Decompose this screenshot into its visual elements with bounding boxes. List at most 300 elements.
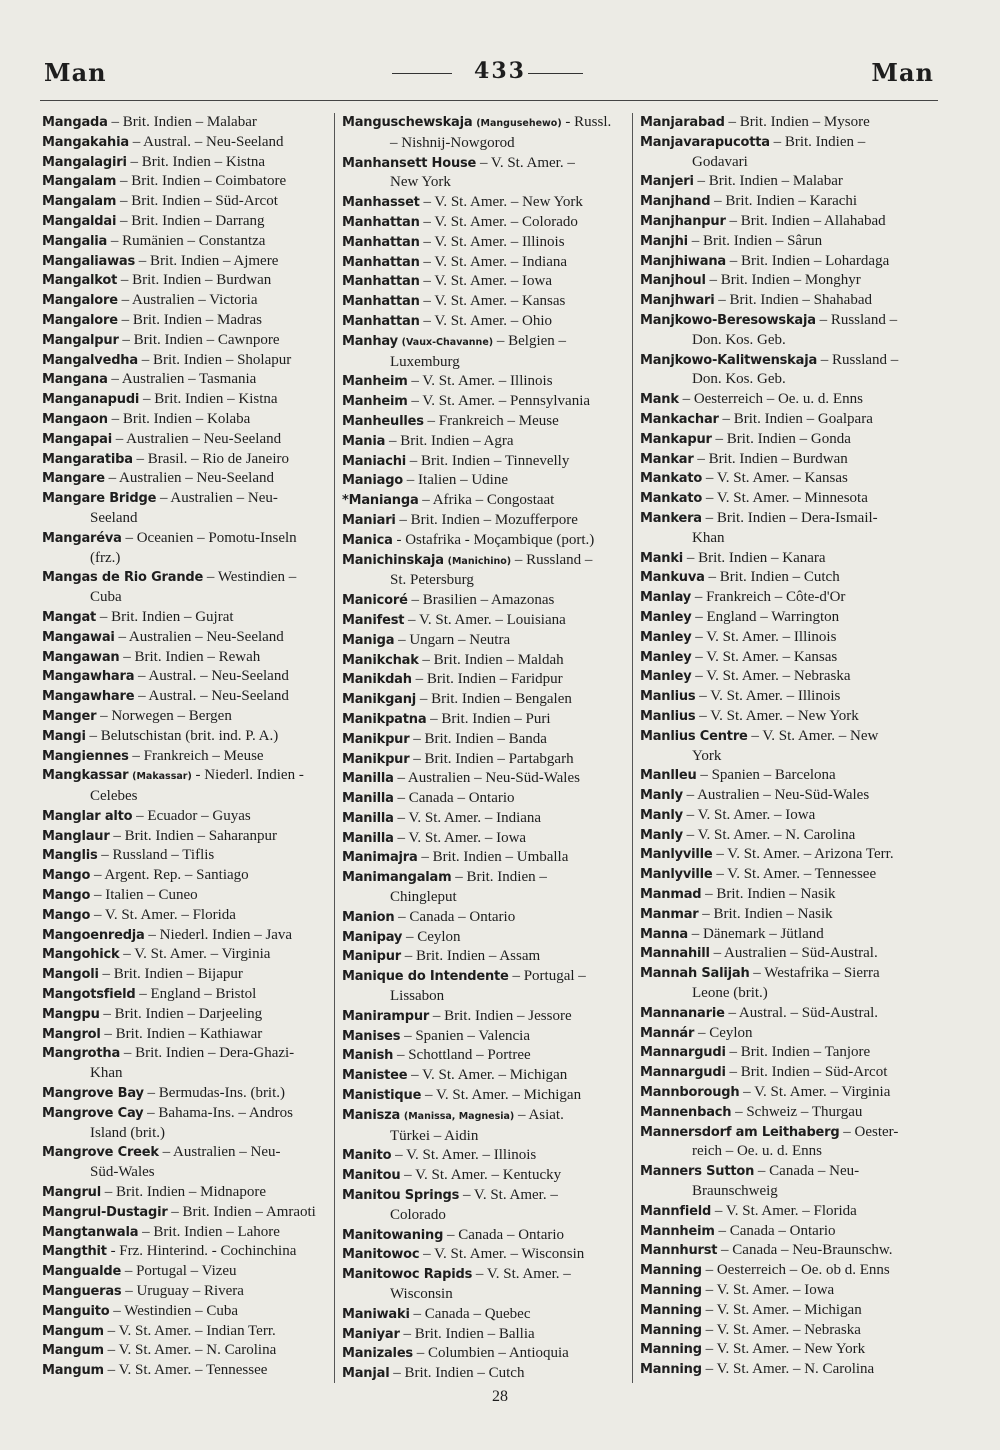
entry-continuation: Island (brit.) — [90, 1124, 165, 1141]
place-name: Manhasset — [342, 195, 420, 211]
gazetteer-entry — [42, 1282, 330, 1302]
place-location: – V. St. Amer. – — [479, 154, 575, 171]
gazetteer-entry — [640, 1321, 935, 1341]
place-location: – Brit. Indien – Coimbatore — [119, 173, 287, 190]
gazetteer-entry — [640, 925, 935, 945]
place-location: – Belgien – — [496, 332, 567, 349]
place-name: Manipay — [342, 929, 403, 945]
place-location: – V. St. Amer. – Florida — [93, 906, 236, 923]
gazetteer-entry — [42, 113, 330, 133]
entry-continuation: Khan — [90, 1065, 123, 1082]
gazetteer-entry — [342, 332, 632, 353]
place-location: – V. St. Amer. – Minnesota — [705, 490, 868, 507]
place-name: Manikpur — [342, 751, 410, 767]
gazetteer-entry — [342, 272, 632, 292]
place-location: – Australien – Neu-Seeland — [115, 430, 282, 447]
place-location: – Oester- — [843, 1123, 899, 1140]
gazetteer-entry — [342, 551, 632, 572]
place-location: – V. St. Amer. – Iowa — [423, 273, 553, 290]
place-location: – Brit. Indien – Cutch — [393, 1365, 525, 1382]
gazetteer-entry — [342, 1186, 632, 1206]
place-name: Mankar — [640, 451, 694, 467]
place-location: – Brit. Indien – Midnapore — [104, 1184, 266, 1201]
gazetteer-entry — [640, 291, 935, 311]
gazetteer-entry — [42, 827, 330, 847]
gazetteer-entry — [342, 1344, 632, 1364]
place-name: Manichinskaja — [342, 552, 444, 568]
place-location: – Brit. Indien – Banda — [413, 730, 547, 747]
place-location: – Russland – — [514, 551, 593, 568]
gazetteer-entry — [640, 172, 935, 192]
gazetteer-entry — [342, 372, 632, 392]
gazetteer-entry — [640, 885, 935, 905]
place-name: Manheulles — [342, 413, 424, 429]
place-name: Mangawhare — [42, 689, 135, 705]
gazetteer-entry — [342, 312, 632, 332]
place-name: Manjhwari — [640, 293, 715, 309]
gazetteer-entry — [640, 608, 935, 628]
place-location: – Bahama-Ins. – Andros — [147, 1104, 293, 1121]
place-name: Manisza — [342, 1107, 401, 1123]
place-name: Manjhand — [640, 194, 711, 210]
place-name: Manhay — [342, 333, 398, 349]
gazetteer-entry — [640, 1360, 935, 1380]
place-location: – Brit. Indien – Bengalen — [419, 691, 572, 708]
place-name: Manjhanpur — [640, 213, 726, 229]
place-location: – Canada – Ontario — [446, 1226, 565, 1243]
gazetteer-entry — [640, 252, 935, 272]
place-location: – Brit. Indien – Nasik — [702, 905, 833, 922]
gazetteer-entry — [342, 1007, 632, 1027]
gazetteer-entry — [640, 1261, 935, 1281]
header-dash-right — [528, 73, 583, 74]
place-location: – V. St. Amer. – — [462, 1187, 558, 1204]
place-name: Mangaliawas — [42, 253, 136, 269]
place-name: Mangalam — [42, 174, 117, 190]
place-location: – Brit. Indien – Umballa — [421, 849, 569, 866]
place-name: Manikchak — [342, 652, 419, 668]
place-location: – Brit. Indien – Amraoti — [171, 1203, 316, 1220]
place-name: Manhattan — [342, 294, 420, 310]
place-name: Mangthit — [42, 1244, 107, 1260]
entry-continuation: reich – Oe. u. d. Enns — [692, 1143, 822, 1160]
gazetteer-entry — [42, 1005, 330, 1025]
place-location: – Brit. Indien – Jessore — [432, 1007, 572, 1024]
gazetteer-entry — [42, 648, 330, 668]
entry-continuation: Cuba — [90, 589, 122, 606]
gazetteer-entry — [342, 531, 632, 551]
header-rule — [40, 100, 938, 101]
entry-continuation: Khan — [692, 529, 725, 546]
place-location: – V. St. Amer. – Illinois — [411, 373, 553, 390]
gazetteer-entry — [640, 806, 935, 826]
place-location: – Austral. – Neu-Seeland — [132, 133, 284, 150]
place-name: Mangalkot — [42, 273, 118, 289]
place-name: Manipur — [342, 949, 401, 965]
place-location: – Ceylon — [405, 928, 461, 945]
place-location: – Brit. Indien – Kistna — [130, 153, 266, 170]
place-location: – Australien – Neu-Süd-Wales — [686, 787, 870, 804]
gazetteer-entry — [42, 1223, 330, 1243]
place-location: – V. St. Amer. – Michigan — [424, 1087, 582, 1104]
place-name: Manilla — [342, 771, 394, 787]
place-name: Maniyar — [342, 1326, 400, 1342]
place-name: Manizales — [342, 1346, 413, 1362]
gazetteer-entry — [42, 370, 330, 390]
gazetteer-entry — [342, 868, 632, 888]
entry-continuation: Don. Kos. Geb. — [692, 331, 786, 348]
place-location: – V. St. Amer. – Nebraska — [695, 668, 851, 685]
place-name: Maniachi — [342, 453, 407, 469]
entry-continuation: Wisconsin — [390, 1286, 453, 1303]
place-location: – Brit. Indien – Cutch — [708, 569, 840, 586]
place-location: – V. St. Amer. – Kansas — [423, 293, 566, 310]
place-location: – V. St. Amer. – Virginia — [743, 1084, 891, 1101]
place-location: – Spanien – Valencia — [404, 1027, 531, 1044]
place-location: – Brit. Indien – Süd-Arcot — [729, 1064, 888, 1081]
place-location: – Brit. Indien – Allahabad — [729, 212, 886, 229]
gazetteer-entry — [42, 1302, 330, 1322]
entry-continuation: Chingleput — [390, 889, 457, 906]
entry-column-2 — [342, 113, 632, 1383]
place-location: - Niederl. Indien - — [195, 767, 304, 784]
place-location: – Brit. Indien – Bijapur — [102, 966, 243, 983]
signature-mark: 28 — [492, 1388, 508, 1405]
place-location: – Russland – — [819, 311, 898, 328]
gazetteer-entry — [640, 766, 935, 786]
entry-continuation: Lissabon — [390, 988, 445, 1005]
gazetteer-entry — [342, 591, 632, 611]
place-name: Mangualde — [42, 1264, 122, 1280]
place-name: Manger — [42, 708, 97, 724]
alt-name: (Makassar) — [132, 771, 192, 783]
gazetteer-entry — [640, 1340, 935, 1360]
gazetteer-entry — [342, 1046, 632, 1066]
place-location: – V. St. Amer. – New — [751, 727, 879, 744]
place-location: – Brit. Indien – Partabgarh — [413, 750, 574, 767]
place-name: Manicoré — [342, 593, 408, 609]
alt-name: (Manissa, Magnesia) — [403, 1110, 515, 1122]
place-location: – Canada – Ontario — [398, 908, 516, 925]
entry-continuation: Don. Kos. Geb. — [692, 371, 786, 388]
place-name: Mangum — [42, 1363, 104, 1379]
place-name: Mankuva — [640, 570, 705, 586]
place-location: – Norwegen – Bergen — [100, 707, 232, 724]
place-location: – Schottland – Portree — [396, 1047, 531, 1064]
entry-continuation: New York — [390, 174, 451, 191]
place-location: – Brit. Indien – Darjeeling — [103, 1005, 263, 1022]
entry-continuation: Süd-Wales — [90, 1164, 155, 1181]
gazetteer-entry — [342, 947, 632, 967]
alt-name: (Manichino) — [447, 555, 512, 567]
place-name: Mannanarie — [640, 1005, 725, 1021]
place-name: Manish — [342, 1048, 394, 1064]
gazetteer-entry — [640, 1222, 935, 1242]
place-location: – Oesterreich – Oe. u. d. Enns — [682, 391, 863, 408]
gazetteer-entry — [342, 193, 632, 213]
place-name: Mania — [342, 433, 386, 449]
place-name: Mannheim — [640, 1223, 715, 1239]
gazetteer-entry — [42, 271, 330, 291]
place-name: Manly — [640, 827, 683, 843]
entry-column-1 — [42, 113, 330, 1383]
entry-continuation: Godavari — [692, 153, 748, 170]
place-location: – V. St. Amer. – N. Carolina — [107, 1342, 277, 1359]
place-name: Manikganj — [342, 692, 417, 708]
place-name: Mankato — [640, 471, 703, 487]
place-name: Mangakahia — [42, 134, 129, 150]
place-location: – Brit. Indien – Lahore — [142, 1223, 280, 1240]
place-location: – V. St. Amer. – Iowa — [705, 1282, 835, 1299]
place-name: Manmad — [640, 887, 702, 903]
place-location: – V. St. Amer. – Kansas — [705, 470, 848, 487]
place-location: – Australien – Tasmania — [111, 371, 257, 388]
place-name: Manjeri — [640, 174, 694, 190]
gazetteer-entry — [42, 291, 330, 311]
place-location: – V. St. Amer. – Louisiana — [408, 611, 566, 628]
gazetteer-entry — [640, 667, 935, 687]
gazetteer-entry — [342, 253, 632, 273]
gazetteer-entry — [640, 1103, 935, 1123]
place-name: Mango — [42, 868, 91, 884]
place-location: – V. St. Amer. – Iowa — [686, 806, 816, 823]
gazetteer-entry — [42, 906, 330, 926]
gazetteer-entry — [640, 390, 935, 410]
place-location: – Australien – Neu-Süd-Wales — [397, 770, 580, 787]
gazetteer-entry — [42, 153, 330, 173]
place-name: Manjhoul — [640, 273, 706, 289]
gazetteer-entry — [42, 985, 330, 1005]
place-name: Manilla — [342, 791, 394, 807]
place-location: - Russl. — [565, 114, 612, 130]
place-name: Mangawan — [42, 649, 120, 665]
entry-continuation: Luxemburg — [390, 353, 460, 370]
place-location: – Rumänien – Constantza — [110, 232, 266, 249]
place-name: Manitou — [342, 1168, 401, 1184]
place-location: – Belutschistan (brit. ind. P. A.) — [89, 727, 279, 744]
place-location: – Brit. Indien – Puri — [430, 710, 551, 727]
place-location: – V. St. Amer. – — [475, 1266, 571, 1283]
place-name: Manjkowo-Beresowskaja — [640, 312, 816, 328]
place-name: Manhattan — [342, 254, 420, 270]
place-name: Mangat — [42, 609, 97, 625]
gazetteer-entry — [342, 1364, 632, 1384]
gazetteer-entry — [42, 1025, 330, 1045]
gazetteer-entry — [640, 1004, 935, 1024]
gazetteer-entry — [42, 766, 330, 787]
place-location: – Oceanien – Pomotu-Inseln — [125, 529, 297, 546]
place-location: – V. St. Amer. – Kansas — [695, 648, 838, 665]
place-name: Mangaon — [42, 411, 108, 427]
gazetteer-entry — [640, 588, 935, 608]
place-name: Manitowoc — [342, 1247, 420, 1263]
place-name: Manjarabad — [640, 115, 725, 130]
gazetteer-entry — [42, 410, 330, 430]
place-name: Mannargudi — [640, 1065, 726, 1081]
place-location: – Austral. – Neu-Seeland — [138, 688, 289, 705]
place-name: Mangrotha — [42, 1046, 121, 1062]
place-location: – V. St. Amer. – Illinois — [695, 628, 837, 645]
gazetteer-entry — [342, 809, 632, 829]
place-location: – Canada – Neu- — [757, 1163, 860, 1180]
gazetteer-entry — [640, 469, 935, 489]
place-name: Manilla — [342, 810, 394, 826]
gazetteer-entry — [42, 390, 330, 410]
place-name: Mangapai — [42, 431, 112, 447]
gazetteer-entry — [640, 1083, 935, 1103]
gazetteer-entry — [640, 964, 935, 984]
place-location: – Brit. Indien – Rewah — [123, 648, 261, 665]
place-name: Manjavarapucotta — [640, 134, 770, 150]
place-location: – Brit. Indien – Ballia — [403, 1325, 535, 1342]
place-name: Manikpatna — [342, 711, 427, 727]
place-location: – Canada – Quebec — [413, 1305, 531, 1322]
gazetteer-entry — [42, 965, 330, 985]
gazetteer-entry — [640, 628, 935, 648]
gazetteer-entry — [640, 192, 935, 212]
place-location: – Brit. Indien – Shahabad — [718, 292, 873, 309]
place-location: – Columbien – Antioquia — [416, 1345, 569, 1362]
place-location: – Brit. Indien – Malabar — [697, 173, 843, 190]
place-name: Manimajra — [342, 850, 418, 866]
place-location: – Brit. Indien – Cawnpore — [122, 331, 280, 348]
gazetteer-entry — [640, 1123, 935, 1143]
place-location: – Brit. Indien – Sholapur — [141, 351, 292, 368]
place-name: Manlay — [640, 590, 692, 606]
place-location: – Spanien – Barcelona — [700, 767, 836, 784]
entry-continuation: Braunschweig — [692, 1183, 778, 1200]
place-name: Manmar — [640, 906, 699, 922]
entry-continuation: Colorado — [390, 1206, 446, 1223]
gazetteer-entry — [42, 568, 330, 588]
place-location: - Ostafrika - Moçambique (port.) — [396, 531, 595, 548]
gazetteer-entry — [42, 628, 330, 648]
place-name: Manitowoc Rapids — [342, 1267, 473, 1283]
gazetteer-entry — [42, 133, 330, 153]
gazetteer-entry — [42, 1044, 330, 1064]
place-location: – Brit. Indien – Süd-Arcot — [119, 193, 278, 210]
gazetteer-entry — [42, 252, 330, 272]
place-name: Mannersdorf am Leithaberg — [640, 1124, 840, 1140]
place-location: – Portugal – — [512, 968, 586, 985]
place-location: – Canada – Ontario — [718, 1222, 836, 1239]
place-location: – Asiat. — [518, 1106, 564, 1123]
alt-name: (Mangusehewo) — [476, 118, 562, 129]
gazetteer-entry — [342, 651, 632, 671]
place-location: – Westafrika – Sierra — [753, 965, 880, 982]
place-location: – Brit. Indien – Darrang — [119, 212, 265, 229]
gazetteer-entry — [640, 351, 935, 371]
gazetteer-entry — [640, 489, 935, 509]
gazetteer-entry — [42, 311, 330, 331]
place-name: Mangalia — [42, 233, 108, 249]
place-name: Mangum — [42, 1343, 104, 1359]
place-name: Mankachar — [640, 411, 719, 427]
place-name: Mannfield — [640, 1203, 712, 1219]
gazetteer-entry — [342, 670, 632, 690]
place-name: Mangawai — [42, 629, 115, 645]
place-location: – Brit. Indien – Karachi — [714, 193, 858, 210]
place-name: Mannhurst — [640, 1243, 718, 1259]
place-name: Mannenbach — [640, 1104, 732, 1120]
gazetteer-entry — [42, 886, 330, 906]
place-name: Manganapudi — [42, 392, 140, 408]
place-location: – Argent. Rep. – Santiago — [93, 867, 249, 884]
gazetteer-entry — [342, 1086, 632, 1106]
entry-continuation: Seeland — [90, 509, 138, 526]
place-name: Mangaratiba — [42, 451, 133, 467]
place-name: Manlyville — [640, 847, 713, 863]
place-name: Manlleu — [640, 768, 697, 784]
place-name: Mangiennes — [42, 748, 129, 764]
place-name: Manikpur — [342, 731, 410, 747]
place-name: Manises — [342, 1028, 401, 1044]
place-name: Manglar alto — [42, 808, 133, 824]
gazetteer-entry — [42, 608, 330, 628]
place-location: – Brit. Indien – Nasik — [705, 886, 836, 903]
gazetteer-entry — [342, 750, 632, 770]
place-location: – England – Bristol — [139, 986, 257, 1003]
place-location: – Ungarn – Neutra — [398, 631, 511, 648]
entry-continuation: (frz.) — [90, 549, 121, 566]
gazetteer-entry — [42, 1084, 330, 1104]
entry-continuation: Celebes — [90, 788, 138, 805]
place-name: Mangkassar — [42, 768, 129, 784]
place-name: Manly — [640, 807, 683, 823]
gazetteer-entry — [640, 905, 935, 925]
gazetteer-entry — [640, 271, 935, 291]
place-location: – Brit. Indien – Mysore — [728, 114, 870, 130]
place-location: – Brit. Indien – Kathiawar — [104, 1025, 263, 1042]
place-location: – Brit. Indien – Dera-Ghazi- — [123, 1045, 295, 1062]
gazetteer-entry — [42, 489, 330, 509]
place-name: Mannborough — [640, 1085, 740, 1101]
gazetteer-entry — [342, 452, 632, 472]
place-location: – V. St. Amer. – Kentucky — [404, 1167, 562, 1184]
place-name: Mango — [42, 907, 91, 923]
gazetteer-entry — [42, 807, 330, 827]
place-name: Manlius Centre — [640, 728, 748, 744]
place-location: – V. St. Amer. – New York — [423, 194, 583, 211]
place-name: Manglis — [42, 848, 98, 864]
place-name: Mangalagiri — [42, 154, 127, 170]
place-location: – Brit. Indien – Madras — [121, 311, 262, 328]
gazetteer-entry — [342, 730, 632, 750]
gazetteer-entry — [342, 292, 632, 312]
place-location: – Dänemark – Jütland — [691, 925, 824, 942]
place-location: – Australien – Neu- — [159, 490, 278, 507]
gazetteer-entry — [640, 727, 935, 747]
gazetteer-entry — [342, 213, 632, 233]
place-location: – V. St. Amer. – Virginia — [123, 946, 271, 963]
gazetteer-entry — [42, 727, 330, 747]
alt-name: (Vaux-Chavanne) — [401, 336, 494, 348]
place-name: Manjhi — [640, 233, 688, 249]
place-location: – Frankreich – Côte-d'Or — [694, 589, 846, 606]
place-name: Manning — [640, 1302, 702, 1318]
place-name: Mangpu — [42, 1006, 100, 1022]
gazetteer-entry — [342, 848, 632, 868]
place-location: – Brit. Indien – Kolaba — [111, 410, 251, 427]
place-name: Mangi — [42, 728, 86, 744]
gazetteer-entry — [42, 1361, 330, 1381]
place-location: – Australien – Süd-Austral. — [713, 945, 878, 962]
place-name: Manning — [640, 1283, 702, 1299]
gazetteer-entry — [342, 710, 632, 730]
place-name: Manito — [342, 1148, 392, 1164]
place-location: – Brit. Indien – Saharanpur — [113, 827, 278, 844]
place-location: – V. St. Amer. – Florida — [714, 1202, 857, 1219]
